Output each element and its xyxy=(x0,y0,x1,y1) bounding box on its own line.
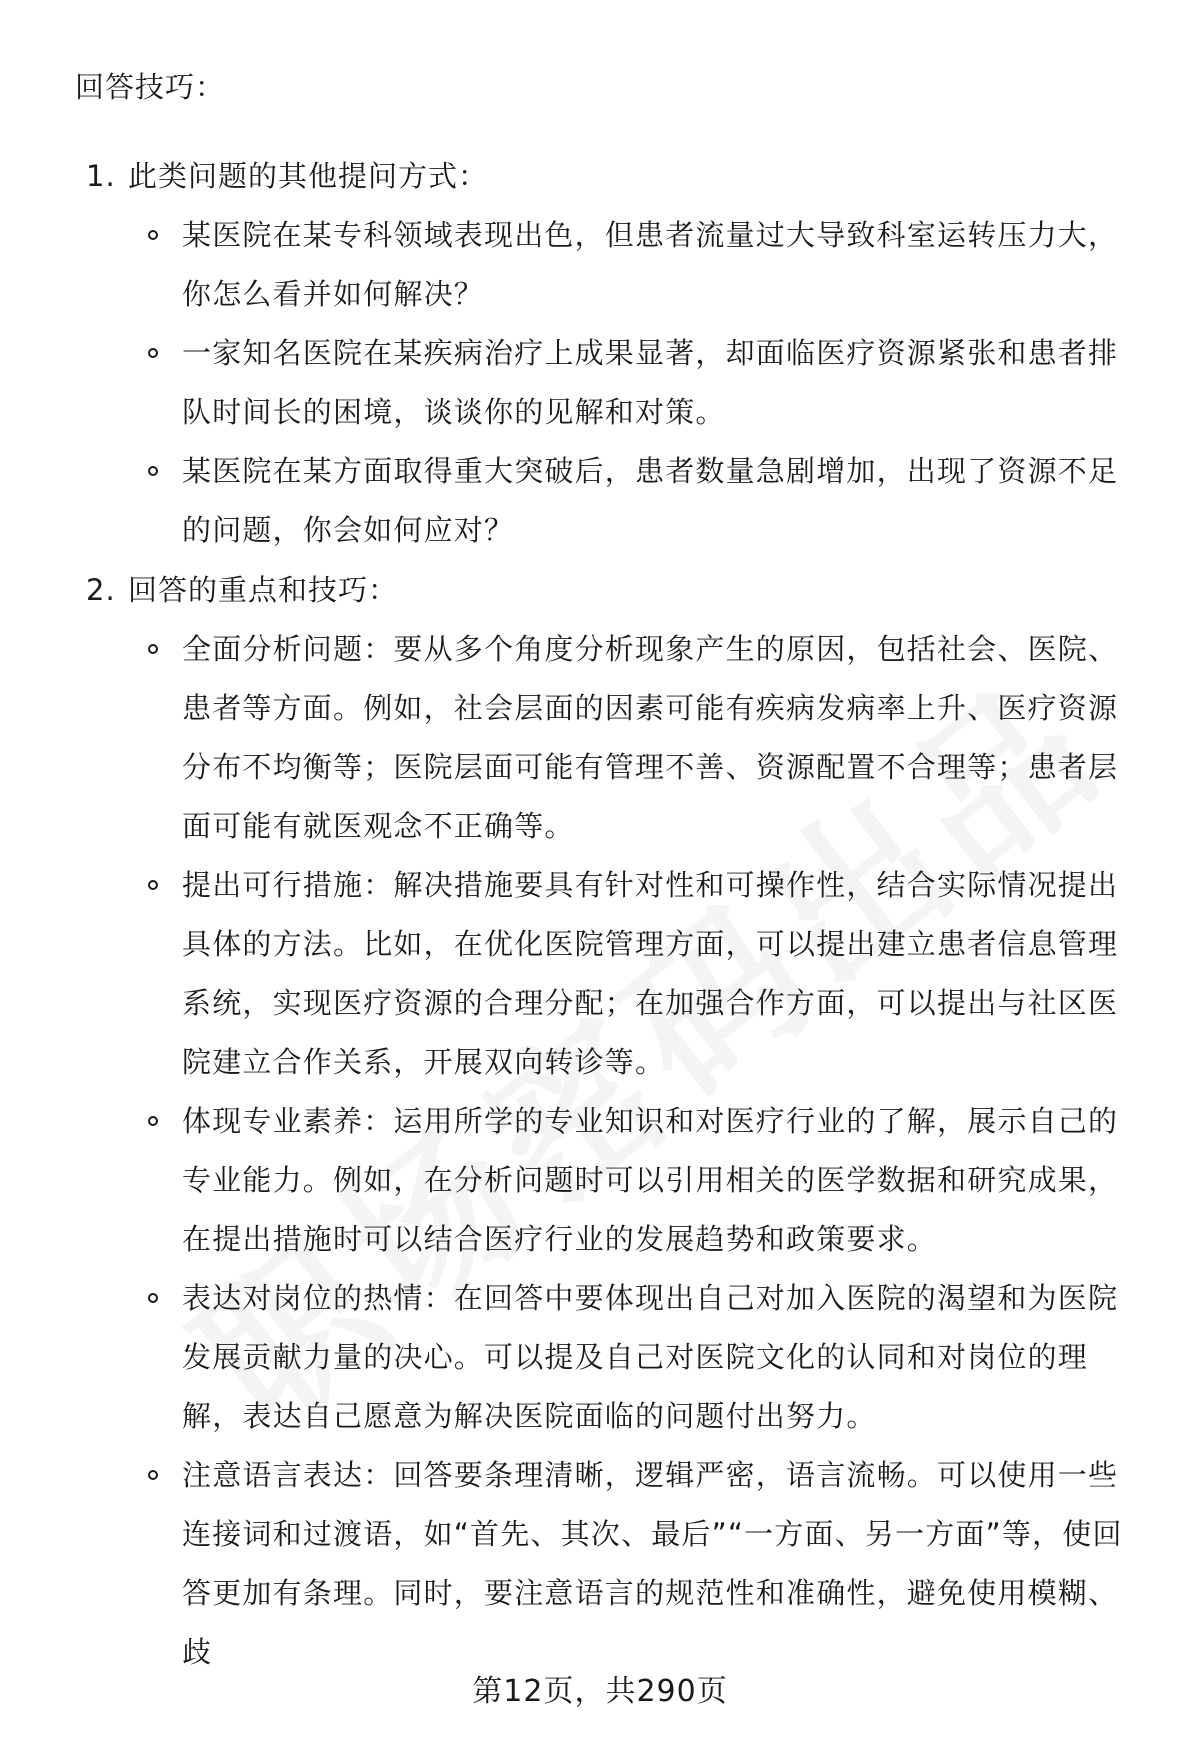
bullet-circle-icon xyxy=(148,1116,158,1126)
section-number: 1. xyxy=(86,159,116,193)
section-title: 此类问题的其他提问方式： xyxy=(128,159,489,193)
section-title: 回答的重点和技巧： xyxy=(128,573,399,607)
bullet-circle-icon xyxy=(148,230,158,240)
list-item-text: 一家知名医院在某疾病治疗上成果显著，却面临医疗资源紧张和患者排队时间长的困境，谈谈你的见解和对策。 xyxy=(182,336,1119,429)
bullet-circle-icon xyxy=(148,1293,158,1303)
page-heading: 回答技巧： xyxy=(75,70,226,104)
list-item xyxy=(182,324,1137,442)
bullet-circle-icon xyxy=(148,1470,158,1480)
section-number: 2. xyxy=(86,573,116,607)
list-item xyxy=(182,856,1137,1092)
list-item-text: 全面分析问题：要从多个角度分析现象产生的原因，包括社会、医院、患者等方面。例如，社会层面的因素可能有疾病发病率上升、医疗资源分布不均衡等；医院层面可能有管理不善、资源配置不合理等；患者层面可能有就医观念不正确等。 xyxy=(182,632,1119,843)
section-2 xyxy=(0,560,1128,1682)
list-item xyxy=(182,206,1137,324)
sub-list xyxy=(128,206,1128,560)
bullet-circle-icon xyxy=(148,644,158,654)
list-item-text: 提出可行措施：解决措施要具有针对性和可操作性，结合实际情况提出具体的方法。比如，在优化医院管理方面，可以提出建立患者信息管理系统，实现医疗资源的合理分配；在加强合作方面，可以提出与社区医院建立合作关系，开展双向转诊等。 xyxy=(182,868,1119,1079)
list-item-text: 某医院在某方面取得重大突破后，患者数量急剧增加，出现了资源不足的问题，你会如何应对？ xyxy=(182,454,1119,547)
list-item-text: 注意语言表达：回答要条理清晰，逻辑严密，语言流畅。可以使用一些连接词和过渡语，如“首先、其次、最后”“一方面、另一方面”等，使回答更加有条理。同时，要注意语言的规范性和准确性，避免使用模糊、歧 xyxy=(182,1458,1123,1669)
bullet-circle-icon xyxy=(148,348,158,358)
page-footer: 第12页，共290页 xyxy=(472,1674,728,1709)
list-item xyxy=(182,1446,1137,1682)
bullet-circle-icon xyxy=(148,880,158,890)
answer-tips-list xyxy=(0,146,1200,1682)
list-item-text: 表达对岗位的热情：在回答中要体现出自己对加入医院的渴望和为医院发展贡献力量的决心。可以提及自己对医院文化的认同和对岗位的理解，表达自己愿意为解决医院面临的问题付出努力。 xyxy=(182,1281,1119,1433)
sub-list xyxy=(128,620,1128,1682)
bullet-circle-icon xyxy=(148,466,158,476)
list-item xyxy=(182,442,1137,560)
list-item xyxy=(182,1269,1137,1446)
list-item xyxy=(182,620,1137,856)
list-item-text: 某医院在某专科领域表现出色，但患者流量过大导致科室运转压力大，你怎么看并如何解决？ xyxy=(182,218,1119,311)
list-item-text: 体现专业素养：运用所学的专业知识和对医疗行业的了解，展示自己的专业能力。例如，在分析问题时可以引用相关的医学数据和研究成果，在提出措施时可以结合医疗行业的发展趋势和政策要求。 xyxy=(182,1104,1119,1256)
list-item xyxy=(182,1092,1137,1269)
section-1 xyxy=(0,146,1128,560)
